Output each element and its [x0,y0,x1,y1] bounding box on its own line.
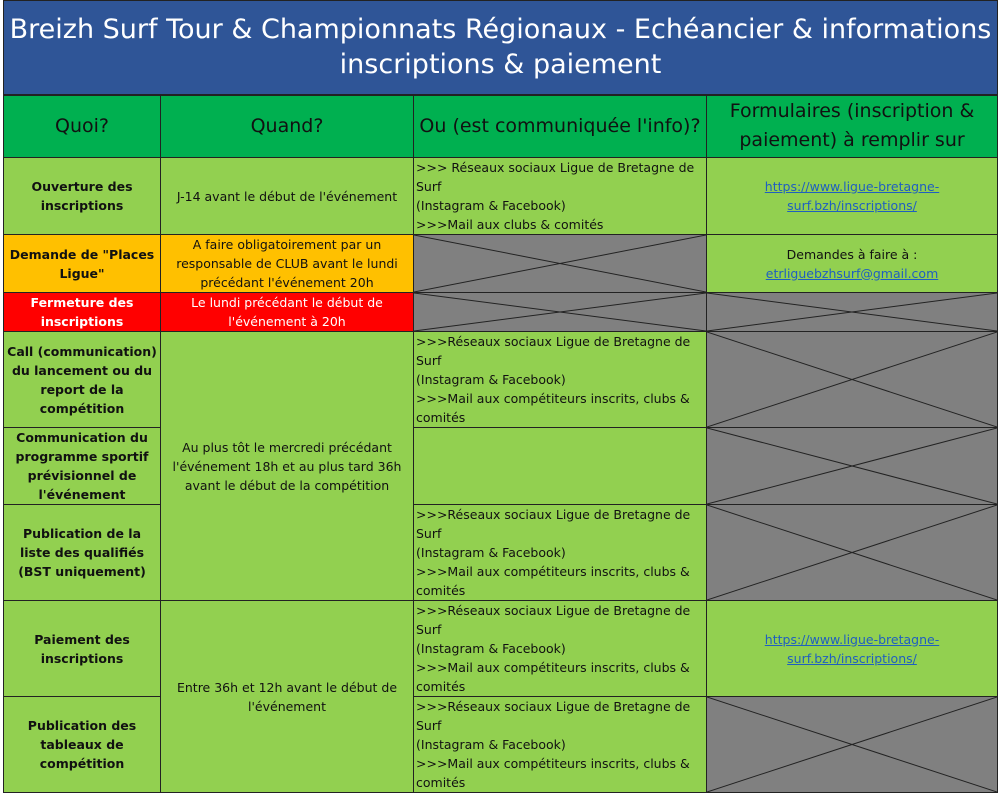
header-quand: Quand? [161,95,414,158]
cross-icon [707,293,997,331]
row-when: Le lundi précédant le début de l'événement à 20h [161,293,414,332]
schedule-sheet [3,0,997,790]
title-row [4,1,998,95]
header-formulaires-line-2: paiement) à remplir sur [739,129,965,152]
cross-icon [414,293,706,331]
email-link[interactable]: etrliguebzhsurf@gmail.com [765,265,939,281]
header-formulaires [707,95,998,158]
header-ou: Ou (est communiquée l'info)? [414,95,707,158]
table-row [4,601,998,697]
row-what: Publication des tableaux de compétition [4,697,161,793]
title-line-1: Breizh Surf Tour & Championnats Régionaux - Echéancier & informations [9,14,992,46]
header-row [4,95,998,158]
not-applicable-cell [707,332,998,428]
row-where: >>>Réseaux sociaux Ligue de Bretagne de Surf (Instagram & Facebook) >>>Mail aux compétiteurs inscrits, clubs & comités [414,332,707,428]
not-applicable-cell [707,428,998,505]
table-row [4,697,998,793]
table-row [4,332,998,428]
row-where-empty [414,428,707,505]
table-row [4,235,998,293]
row-where: >>> Réseaux sociaux Ligue de Bretagne de Surf (Instagram & Facebook) >>>Mail aux clubs & comités [414,158,707,235]
table-row [4,505,998,601]
row-form [707,235,998,293]
cross-icon [707,505,997,600]
row-what: Paiement des inscriptions [4,601,161,697]
sheet-title [4,1,998,95]
row-when: A faire obligatoirement par un responsable de CLUB avant le lundi précédant l'événement 20h [161,235,414,293]
row-what: Call (communication) du lancement ou du report de la compétition [4,332,161,428]
row-where: >>>Réseaux sociaux Ligue de Bretagne de Surf (Instagram & Facebook) >>>Mail aux compétiteurs inscrits, clubs & comités [414,601,707,697]
row-what: Ouverture des inscriptions [4,158,161,235]
not-applicable-cell [707,293,998,332]
cross-icon [707,697,997,792]
row-where: >>>Réseaux sociaux Ligue de Bretagne de Surf (Instagram & Facebook) >>>Mail aux compétiteurs inscrits, clubs & comités [414,697,707,793]
cross-icon [707,332,997,427]
cross-icon [707,428,997,504]
header-formulaires-line-1: Formulaires (inscription & [729,100,975,123]
table-row [4,158,998,235]
row-where: >>>Réseaux sociaux Ligue de Bretagne de Surf (Instagram & Facebook) >>>Mail aux compétiteurs inscrits, clubs & comités [414,505,707,601]
not-applicable-cell [707,697,998,793]
row-what: Communication du programme sportif prévisionnel de l'événement [4,428,161,505]
row-when: J-14 avant le début de l'événement [161,158,414,235]
row-form [707,158,998,235]
request-text: Demandes à faire à : [786,246,918,262]
row-form [707,601,998,697]
inscriptions-link[interactable]: https://www.ligue-bretagne-surf.bzh/inscriptions/ [764,179,940,213]
not-applicable-cell [414,235,707,293]
row-what: Fermeture des inscriptions [4,293,161,332]
payment-link[interactable]: https://www.ligue-bretagne-surf.bzh/inscriptions/ [764,631,940,666]
header-quoi: Quoi? [4,95,161,158]
cross-icon [414,235,706,292]
title-line-2: inscriptions & paiement [339,49,662,81]
schedule-table [3,0,998,793]
row-what: Demande de "Places Ligue" [4,235,161,293]
table-row [4,428,998,505]
not-applicable-cell [414,293,707,332]
row-when-merged: Au plus tôt le mercredi précédant l'événement 18h et au plus tard 36h avant le début de la compétition [161,332,414,601]
not-applicable-cell [707,505,998,601]
table-row [4,293,998,332]
row-what: Publication de la liste des qualifiés (BST uniquement) [4,505,161,601]
row-when-merged: Entre 36h et 12h avant le début de l'événement [161,601,414,793]
